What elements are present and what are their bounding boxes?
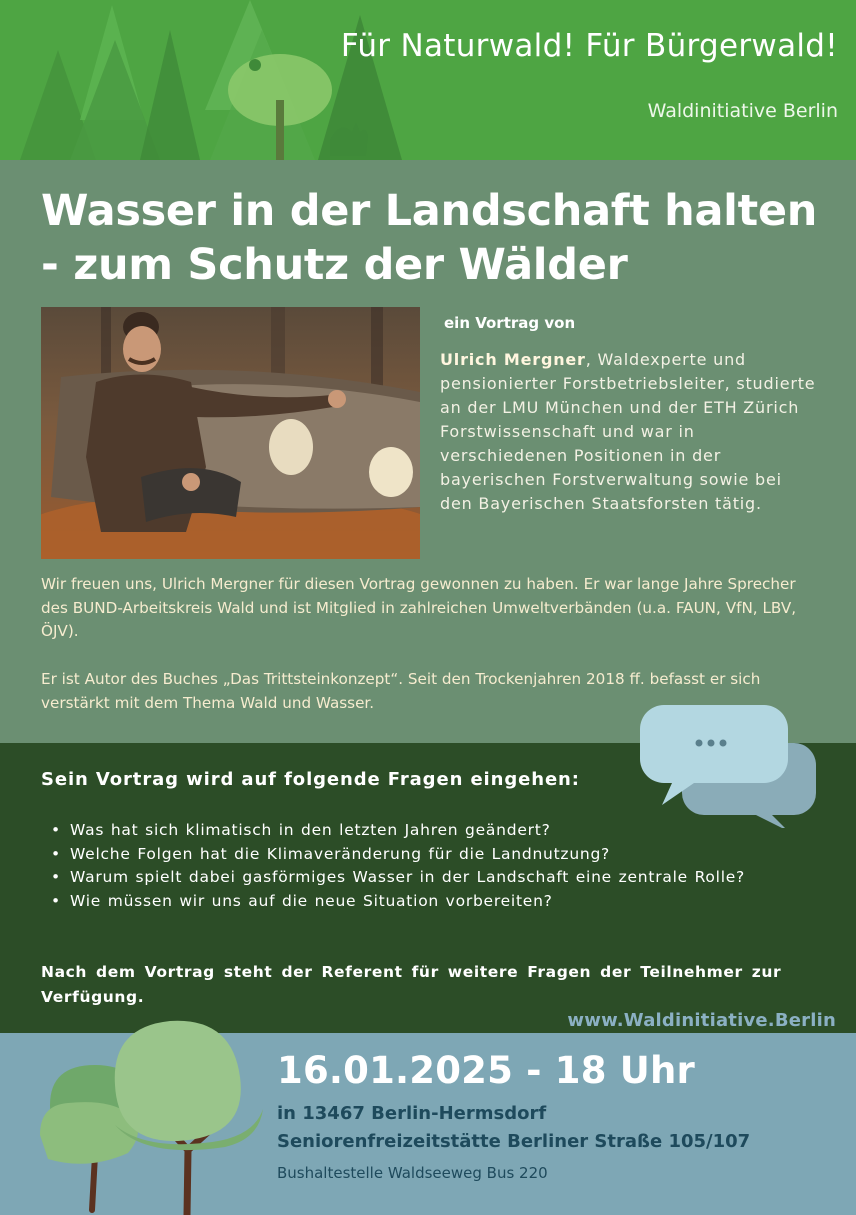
event-date: 16.01.2025 - 18 Uhr [277,1049,695,1092]
bus-stop-info: Bushaltestelle Waldseeweg Bus 220 [277,1164,548,1182]
speaker-photo-illustration [41,307,420,559]
page-title [41,184,831,292]
tree-illustration-icon [40,1015,270,1215]
lecture-label: ein Vortrag von [444,314,576,332]
questions-section [0,743,856,1033]
speaker-bio-text: , Waldexperte und pensionierter Forstbetriebsleiter, studierte an der LMU München und der ETH Zürich Forstwissenschaft und war in verschiedenen Positionen in der bayerischen Forstverwaltung sowie bei den Bayerischen Staatsforsten tätig. [440,350,816,513]
questions-heading: Sein Vortrag wird auf folgende Fragen eingehen: [41,769,580,790]
list-item: • Was hat sich klimatisch in den letzten Jahren geändert? [51,819,806,843]
intro-paragraph-1: Wir freuen uns, Ulrich Mergner für diesen Vortrag gewonnen zu haben. Er war lange Jahre Sprecher des BUND-Arbeitskreis Wald und ist Mitglied in zahlreichen Umweltverbänden (u.a. FAUN, VfN, LBV, ÖJV). [41,575,797,640]
intro-paragraph-2: Er ist Autor des Buches „Das Trittsteinkonzept“. Seit den Trockenjahren 2018 ff. befasst er sich verstärkt mit dem Thema Wald und Wasser. [41,670,761,712]
website-link[interactable]: www.Waldinitiative.Berlin [567,1010,836,1031]
header-title: Für Naturwald! Für Bürgerwald! [340,28,838,64]
headline-line-2: - zum Schutz der Wälder [41,240,628,290]
list-item: • Welche Folgen hat die Klimaveränderung für die Landnutzung? [51,843,806,867]
closing-note: Nach dem Vortrag steht der Referent für weitere Fragen der Teilnehmer zur Verfügung. [41,963,782,1006]
event-section [0,1033,856,1215]
forest-trees-icon [0,0,440,160]
speaker-bio [440,348,820,516]
headline-line-1: Wasser in der Landschaft halten [41,186,818,236]
header-banner [0,0,856,160]
speaker-name: Ulrich Mergner [440,350,586,369]
header-subtitle: Waldinitiative Berlin [647,100,838,122]
list-item: • Warum spielt dabei gasförmiges Wasser in der Landschaft eine zentrale Rolle? [51,866,806,890]
event-venue: Seniorenfreizeitstätte Berliner Straße 105/107 [277,1131,751,1152]
intro-section [0,160,856,743]
event-location: in 13467 Berlin-Hermsdorf [277,1103,547,1124]
questions-list [51,819,806,913]
speaker-photo [41,307,420,559]
list-item: • Wie müssen wir uns auf die neue Situation vorbereiten? [51,890,806,914]
speech-bubbles-icon [636,703,821,828]
